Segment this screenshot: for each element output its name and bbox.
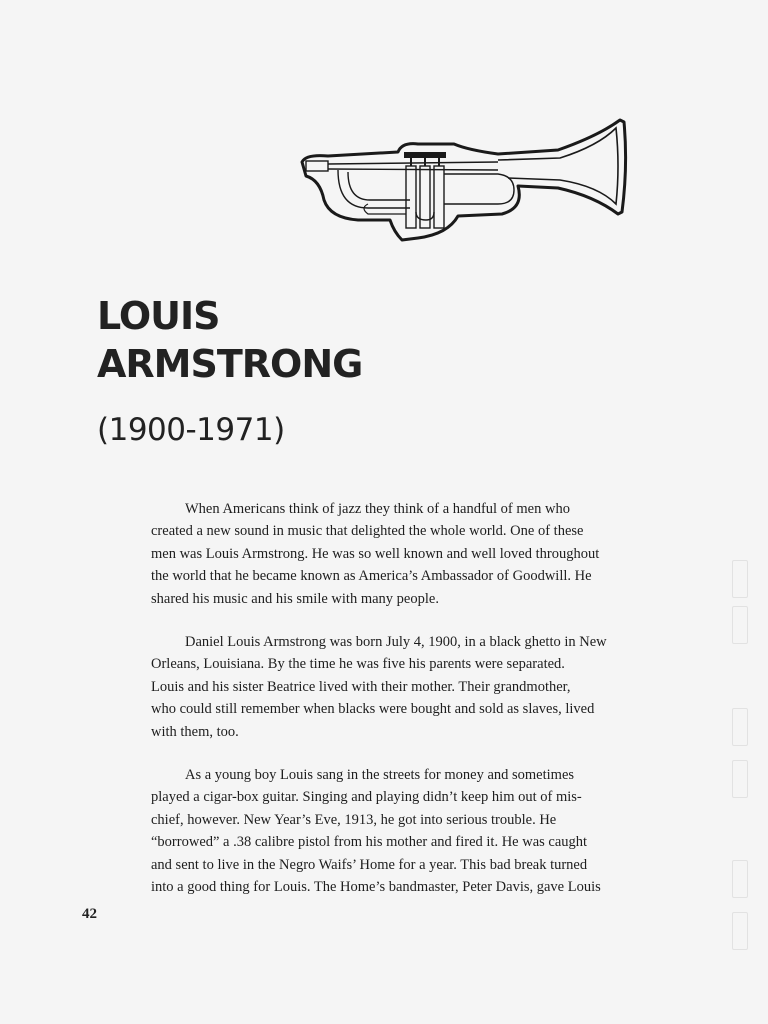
text-line: with them, too. bbox=[151, 723, 239, 740]
binding-mark bbox=[732, 708, 748, 746]
paragraph bbox=[151, 764, 671, 898]
text-line: the world that he became known as America’s Ambassador of Goodwill. He bbox=[151, 568, 592, 585]
paragraph bbox=[151, 498, 671, 610]
title-line-1: LOUIS bbox=[97, 294, 220, 338]
page-title bbox=[97, 292, 362, 388]
life-years: (1900-1971) bbox=[97, 412, 285, 448]
text-line: created a new sound in music that delighted the whole world. One of these bbox=[151, 523, 584, 540]
text-line: shared his music and his smile with many people. bbox=[151, 590, 439, 607]
text-line: into a good thing for Louis. The Home’s bandmaster, Peter Davis, gave Louis bbox=[151, 879, 601, 896]
binding-mark bbox=[732, 912, 748, 950]
binding-mark bbox=[732, 860, 748, 898]
title-line-2: ARMSTRONG bbox=[97, 342, 363, 386]
text-line: Louis and his sister Beatrice lived with their mother. Their grandmother, bbox=[151, 678, 571, 695]
binding-mark bbox=[732, 560, 748, 598]
binding-mark bbox=[732, 760, 748, 798]
text-line: “borrowed” a .38 calibre pistol from his mother and fired it. He was caught bbox=[151, 834, 588, 851]
text-line: chief, however. New Year’s Eve, 1913, he got into serious trouble. He bbox=[151, 811, 557, 828]
text-line: Daniel Louis Armstrong was born July 4, 1900, in a black ghetto in New bbox=[185, 634, 607, 651]
text-line: When Americans think of jazz they think of a handful of men who bbox=[185, 501, 570, 517]
trumpet-icon bbox=[298, 116, 628, 246]
text-line: Orleans, Louisiana. By the time he was five his parents were separated. bbox=[151, 656, 565, 673]
text-line: and sent to live in the Negro Waifs’ Home for a year. This bad break turned bbox=[151, 856, 588, 873]
text-line: men was Louis Armstrong. He was so well known and well loved throughout bbox=[151, 545, 600, 562]
text-line: played a cigar-box guitar. Singing and playing didn’t keep him out of mis- bbox=[151, 789, 582, 806]
page-number: 42 bbox=[82, 906, 97, 922]
binding-mark bbox=[732, 606, 748, 644]
paragraph bbox=[151, 631, 671, 743]
text-line: As a young boy Louis sang in the streets for money and sometimes bbox=[185, 767, 575, 784]
text-line: who could still remember when blacks were bought and sold as slaves, lived bbox=[151, 701, 595, 718]
body-text bbox=[151, 498, 671, 920]
